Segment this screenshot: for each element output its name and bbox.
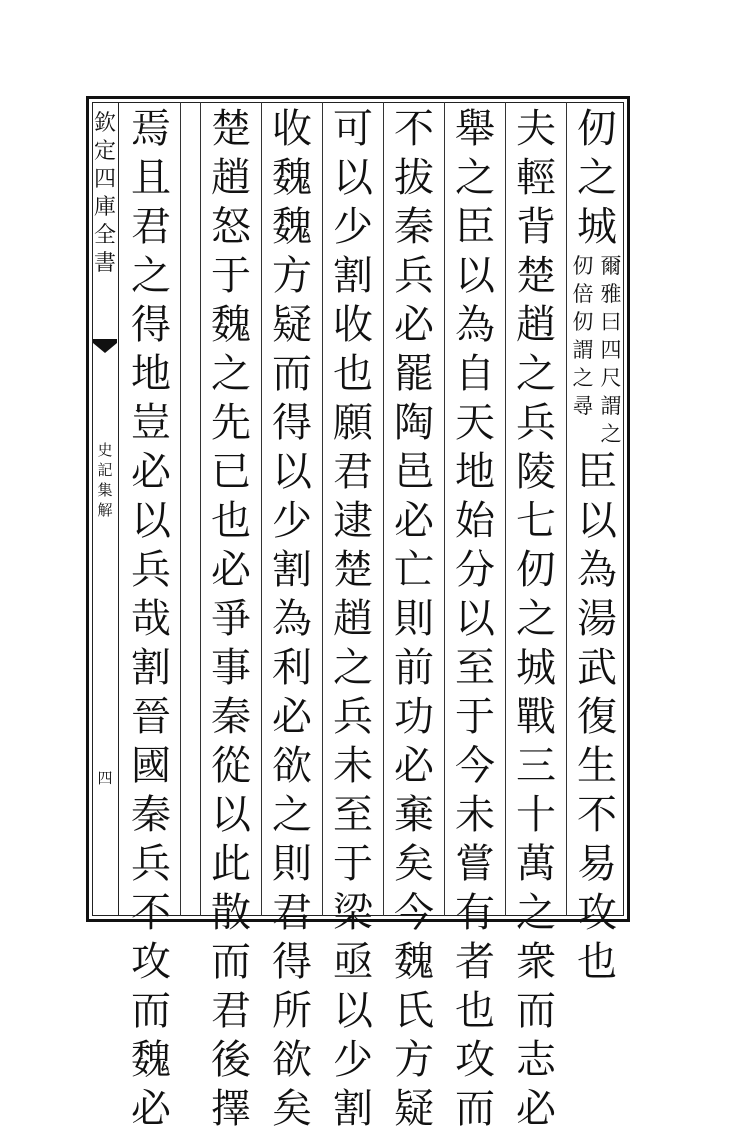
main-text-char: 必 <box>272 694 312 740</box>
main-text-char: 焉 <box>131 106 171 152</box>
main-text-char: 晉 <box>131 694 171 740</box>
margin-book-title <box>92 440 118 520</box>
main-text-char: 城 <box>577 204 617 250</box>
text-column <box>324 105 382 1132</box>
main-text-char: 之 <box>272 792 312 838</box>
main-text-char: 棄 <box>394 792 434 838</box>
main-text-char: 爭 <box>211 596 251 642</box>
main-text-char: 陵 <box>516 449 556 495</box>
column-rule <box>261 102 262 916</box>
main-text-char: 事 <box>211 645 251 691</box>
annotation-char: 尺 <box>600 366 622 390</box>
main-text-char: 志 <box>516 1037 556 1083</box>
main-text-char: 必 <box>394 498 434 544</box>
main-text-char: 始 <box>455 498 495 544</box>
main-text-char: 仞 <box>577 106 617 152</box>
main-text-char: 夫 <box>516 106 556 152</box>
main-text-char: 則 <box>394 596 434 642</box>
main-text-char: 之 <box>455 155 495 201</box>
main-text-char: 以 <box>455 596 495 642</box>
main-text-char: 散 <box>211 890 251 936</box>
main-text-char: 怒 <box>211 204 251 250</box>
main-text-char: 後 <box>211 1037 251 1083</box>
main-text-char: 以 <box>131 498 171 544</box>
main-text-char: 得 <box>131 302 171 348</box>
main-text-char: 以 <box>211 792 251 838</box>
main-text-char: 萬 <box>516 841 556 887</box>
main-text-char: 背 <box>516 204 556 250</box>
main-text-char: 以 <box>577 498 617 544</box>
main-text-char: 趙 <box>516 302 556 348</box>
main-text-char: 少 <box>333 204 373 250</box>
annotation-char: 之 <box>600 422 622 446</box>
main-text-char: 為 <box>577 547 617 593</box>
main-text-char: 國 <box>131 743 171 789</box>
main-text-char: 得 <box>272 400 312 446</box>
main-text-char: 必 <box>131 449 171 495</box>
main-text-char: 梁 <box>333 890 373 936</box>
annotation-char: 曰 <box>600 310 622 334</box>
margin-strip-rule <box>118 102 119 916</box>
margin-char: 全 <box>93 223 116 248</box>
main-text-char: 至 <box>455 645 495 691</box>
main-text-char: 戰 <box>516 694 556 740</box>
main-text-char: 也 <box>455 988 495 1034</box>
main-text-char: 必 <box>211 547 251 593</box>
annotation-char: 尋 <box>572 394 594 418</box>
main-text-char: 為 <box>455 302 495 348</box>
main-text-char: 湯 <box>577 596 617 642</box>
main-text-char: 武 <box>577 645 617 691</box>
annotation-note <box>568 252 626 448</box>
main-text-char: 則 <box>272 841 312 887</box>
main-text-char: 趙 <box>333 596 373 642</box>
main-text-char: 為 <box>272 596 312 642</box>
annotation-char: 仞 <box>572 310 594 334</box>
main-text-char: 攻 <box>577 890 617 936</box>
main-text-char: 君 <box>272 890 312 936</box>
margin-char: 欽 <box>93 111 116 136</box>
annotation-char: 之 <box>572 366 594 390</box>
main-text-char: 陶 <box>394 400 434 446</box>
main-text-char: 而 <box>455 1086 495 1132</box>
main-text-char: 仞 <box>516 547 556 593</box>
main-text-char: 疑 <box>394 1086 434 1132</box>
main-text-char: 且 <box>131 155 171 201</box>
text-column <box>446 105 504 1132</box>
main-text-char: 疑 <box>272 302 312 348</box>
main-text-char: 攻 <box>131 939 171 985</box>
main-text-char: 得 <box>272 939 312 985</box>
column-rule <box>505 102 506 916</box>
main-text-char: 魏 <box>211 302 251 348</box>
text-column <box>385 105 443 1132</box>
main-text-char: 必 <box>516 1086 556 1132</box>
main-text-char: 楚 <box>516 253 556 299</box>
main-text-char: 亟 <box>333 939 373 985</box>
main-text-char: 嘗 <box>455 841 495 887</box>
main-text-char: 以 <box>272 449 312 495</box>
main-text-char: 君 <box>211 988 251 1034</box>
main-text-char: 以 <box>455 253 495 299</box>
main-text-char: 生 <box>577 743 617 789</box>
main-text-char: 秦 <box>394 204 434 250</box>
main-text-char: 于 <box>455 694 495 740</box>
main-text-char: 楚 <box>211 106 251 152</box>
margin-char: 定 <box>93 139 116 164</box>
annotation-char: 爾 <box>600 254 622 278</box>
main-text-char: 方 <box>394 1037 434 1083</box>
main-text-char: 以 <box>333 988 373 1034</box>
main-text-char: 罷 <box>394 351 434 397</box>
main-text-char: 秦 <box>131 792 171 838</box>
main-text-char: 秦 <box>211 694 251 740</box>
main-text-char: 豈 <box>131 400 171 446</box>
main-text-char: 欲 <box>272 743 312 789</box>
main-text-char: 魏 <box>131 1037 171 1083</box>
main-text-char: 十 <box>516 792 556 838</box>
main-text-char: 自 <box>455 351 495 397</box>
main-text-char: 魏 <box>272 155 312 201</box>
margin-char: 書 <box>93 251 116 276</box>
main-text-char: 君 <box>333 449 373 495</box>
main-text-char: 臣 <box>455 204 495 250</box>
main-text-char: 攻 <box>455 1037 495 1083</box>
main-text-char: 而 <box>272 351 312 397</box>
annotation-char: 倍 <box>572 282 594 306</box>
main-text-char: 之 <box>516 890 556 936</box>
annotation-char: 謂 <box>600 394 622 418</box>
main-text-char: 楚 <box>333 547 373 593</box>
main-text-char: 願 <box>333 400 373 446</box>
margin-char: 史 <box>97 441 113 459</box>
main-text-char: 拔 <box>394 155 434 201</box>
main-text-char: 未 <box>333 743 373 789</box>
column-rule <box>383 102 384 916</box>
main-text-char: 于 <box>333 841 373 887</box>
main-text-char: 此 <box>211 841 251 887</box>
main-text-char: 哉 <box>131 596 171 642</box>
main-text-char: 趙 <box>211 155 251 201</box>
main-text-char: 分 <box>455 547 495 593</box>
margin-char: 記 <box>97 461 113 479</box>
annotation-char: 謂 <box>572 338 594 362</box>
main-text-char: 少 <box>333 1037 373 1083</box>
column-rule <box>322 102 323 916</box>
main-text-char: 有 <box>455 890 495 936</box>
main-text-char: 割 <box>333 1086 373 1132</box>
main-text-char: 之 <box>211 351 251 397</box>
main-text-char: 少 <box>272 498 312 544</box>
main-text-char: 兵 <box>516 400 556 446</box>
main-text-char: 必 <box>131 1086 171 1132</box>
main-text-char: 復 <box>577 694 617 740</box>
main-text-char: 衆 <box>516 939 556 985</box>
main-text-char: 所 <box>272 988 312 1034</box>
main-text-char: 也 <box>211 498 251 544</box>
main-text-char: 功 <box>394 694 434 740</box>
main-text-char: 割 <box>272 547 312 593</box>
main-text-char: 亡 <box>394 547 434 593</box>
main-text-char: 者 <box>455 939 495 985</box>
page-number: 四 <box>97 769 113 787</box>
margin-char: 四 <box>93 167 116 192</box>
main-text-char: 欲 <box>272 1037 312 1083</box>
main-text-char: 舉 <box>455 106 495 152</box>
main-text-char: 必 <box>394 743 434 789</box>
main-text-char: 矣 <box>272 1086 312 1132</box>
fish-tail-mark <box>92 337 118 355</box>
annotation-line <box>571 252 595 448</box>
margin-char: 庫 <box>93 195 116 220</box>
main-text-char: 兵 <box>394 253 434 299</box>
main-text-char: 先 <box>211 400 251 446</box>
main-text-char: 之 <box>516 351 556 397</box>
main-text-char: 地 <box>131 351 171 397</box>
main-text-char: 之 <box>577 155 617 201</box>
main-text-char: 從 <box>211 743 251 789</box>
text-column <box>122 105 180 1132</box>
main-text-char: 之 <box>516 596 556 642</box>
main-text-char: 不 <box>577 792 617 838</box>
main-text-char: 可 <box>333 106 373 152</box>
main-text-char: 兵 <box>131 841 171 887</box>
main-text-char: 之 <box>131 253 171 299</box>
column-rule <box>444 102 445 916</box>
main-text-char: 三 <box>516 743 556 789</box>
main-text-char: 也 <box>577 939 617 985</box>
main-text-char: 地 <box>455 449 495 495</box>
main-text-char: 矣 <box>394 841 434 887</box>
main-text-char: 君 <box>131 204 171 250</box>
main-text-char: 臣 <box>577 449 617 495</box>
main-text-char: 氏 <box>394 988 434 1034</box>
column-rule <box>180 102 181 916</box>
main-text-char: 不 <box>394 106 434 152</box>
main-text-char: 今 <box>455 743 495 789</box>
main-text-char: 前 <box>394 645 434 691</box>
text-column <box>507 105 565 1132</box>
annotation-char: 雅 <box>600 282 622 306</box>
main-text-char: 以 <box>333 155 373 201</box>
main-text-char: 易 <box>577 841 617 887</box>
main-text-char: 收 <box>272 106 312 152</box>
main-text-char: 方 <box>272 253 312 299</box>
text-column <box>202 105 260 1132</box>
main-text-char: 割 <box>333 253 373 299</box>
main-text-char: 割 <box>131 645 171 691</box>
main-text-char: 魏 <box>272 204 312 250</box>
main-text-char: 而 <box>516 988 556 1034</box>
main-text-char: 兵 <box>333 694 373 740</box>
annotation-char: 仞 <box>572 254 594 278</box>
margin-page-number <box>92 768 118 788</box>
main-text-char: 兵 <box>131 547 171 593</box>
margin-char: 解 <box>97 501 113 519</box>
main-text-char: 利 <box>272 645 312 691</box>
main-text-char: 七 <box>516 498 556 544</box>
text-column <box>568 105 626 985</box>
main-text-char: 擇 <box>211 1086 251 1132</box>
main-text-char: 城 <box>516 645 556 691</box>
main-text-char: 輕 <box>516 155 556 201</box>
main-text-char: 之 <box>333 645 373 691</box>
column-rule <box>566 102 567 916</box>
main-text-char: 不 <box>131 890 171 936</box>
main-text-char: 已 <box>211 449 251 495</box>
main-text-char: 而 <box>211 939 251 985</box>
main-text-char: 逮 <box>333 498 373 544</box>
main-text-char: 魏 <box>394 939 434 985</box>
margin-char: 集 <box>97 481 113 499</box>
margin-collection-title <box>92 110 118 278</box>
main-text-char: 而 <box>131 988 171 1034</box>
main-text-char: 未 <box>455 792 495 838</box>
main-text-char: 今 <box>394 890 434 936</box>
main-text-char: 邑 <box>394 449 434 495</box>
main-text-char: 必 <box>394 302 434 348</box>
annotation-line <box>599 252 623 448</box>
text-column <box>263 105 321 1132</box>
main-text-char: 收 <box>333 302 373 348</box>
main-text-char: 天 <box>455 400 495 446</box>
main-text-char: 至 <box>333 792 373 838</box>
annotation-char: 四 <box>600 338 622 362</box>
column-rule <box>200 102 201 916</box>
main-text-char: 于 <box>211 253 251 299</box>
main-text-char: 也 <box>333 351 373 397</box>
